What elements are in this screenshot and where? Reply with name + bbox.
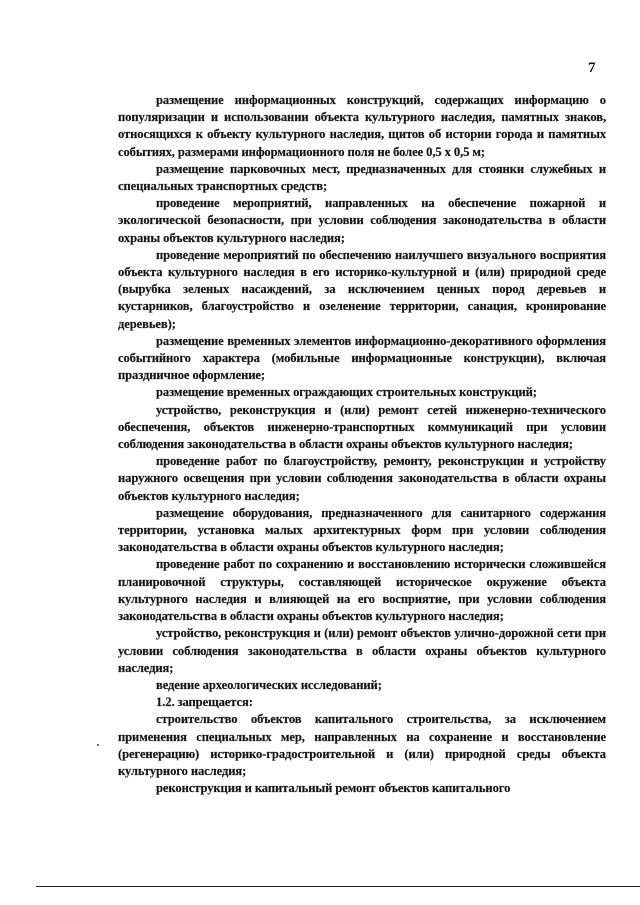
paragraph: размещение парковочных мест, предназначенных для стоянки служебных и специальных транспортных средств; [118,161,606,194]
paragraph: размещение оборудования, предназначенного для санитарного содержания территории, установка малых архитектурных форм при условии соблюдения законодательства в области охраны объектов культурного наследия; [118,505,606,555]
paragraph: устройство, реконструкция и (или) ремонт сетей инженерно-технического обеспечения, объектов инженерно-транспортных коммуникаций при условии соблюдения законодательства в области охраны объектов культурного наследия; [118,402,606,452]
paragraph: размещение информационных конструкций, содержащих информацию о популяризации и использовании объекта культурного наследия, памятных знаков, относящихся к объекту культурного наследия, щитов об истории города и памятных событиях, размерами информационного поля не более 0,5 х 0,5 м; [118,93,606,159]
paragraph: проведение мероприятий, направленных на обеспечение пожарной и экологической безопасности, при условии соблюдения законодательства в области охраны объектов культурного наследия; [118,196,606,245]
paragraph: размещение временных элементов информационно-декоративного оформления событийного характера (мобильные информационные конструкции), включая праздничное оформление; [118,333,606,383]
paragraph: реконструкция и капитальный ремонт объектов капитального [156,781,511,796]
bottom-rule [36,886,640,887]
paragraph: 1.2. запрещается: [156,695,253,710]
paragraph: проведение работ по благоустройству, ремонту, реконструкции и устройству наружного освещения при условии соблюдения законодательства в области охраны объектов культурного наследия; [118,454,606,503]
document-body [118,92,606,797]
paragraph: проведение мероприятий по обеспечению наилучшего визуального восприятия объекта культурного наследия в его историко-культурной и (или) природной среде (вырубка зеленых насаждений, за исключением ценных пород деревьев и кустарников, благоустройство и озеленение территории, санация, кронирование деревьев); [118,247,606,331]
paragraph: размещение временных ограждающих строительных конструкций; [156,385,537,400]
scan-speck [97,744,99,746]
paragraph: устройство, реконструкция и (или) ремонт объектов улично-дорожной сети при условии соблюдения законодательства в области охраны объектов культурного наследия; [118,626,606,675]
paragraph: проведение работ по сохранению и восстановлению исторически сложившейся планировочной структуры, составляющей историческое окружение объекта культурного наследия и влияющей на его восприятие, при условии соблюдения законодательства в области охраны объектов культурного наследия; [118,557,606,624]
paragraph: ведение археологических исследований; [156,677,382,692]
page-number: 7 [588,60,596,76]
paragraph: строительство объектов капитального строительства, за исключением применения специальных мер, направленных на сохранение и восстановление (регенерацию) историко-градостроительной и (или) природной среды объекта культурного наследия; [118,712,606,778]
